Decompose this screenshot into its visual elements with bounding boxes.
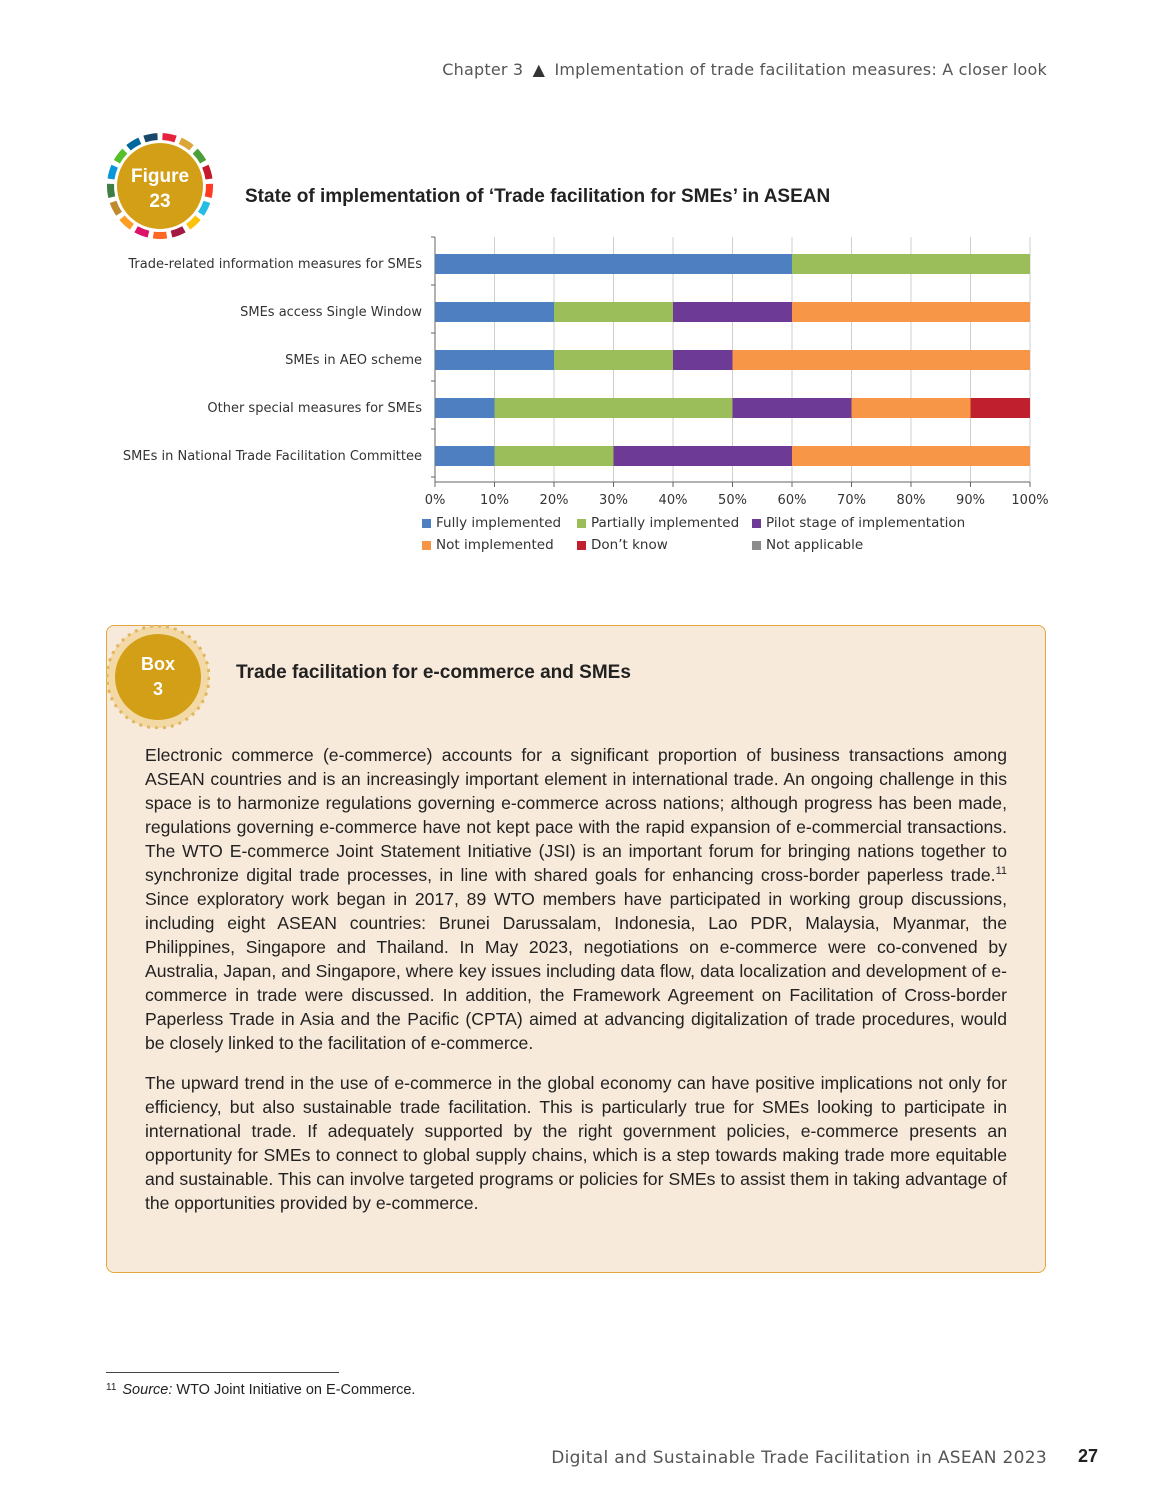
chart-bar-segment xyxy=(495,398,733,418)
legend-item xyxy=(422,537,577,553)
legend-label: Pilot stage of implementation xyxy=(766,515,966,531)
chart-bar-segment xyxy=(673,350,733,370)
chart-bar-segment xyxy=(733,350,1031,370)
chart-bar-segment xyxy=(435,302,554,322)
chart-x-tick-label: 30% xyxy=(599,493,628,508)
figure-badge-label: Figure xyxy=(130,166,190,187)
sdg-ring-segment xyxy=(143,133,157,142)
chart-bar-segment xyxy=(792,446,1030,466)
legend-swatch xyxy=(752,519,761,528)
figure-badge-number: 23 xyxy=(149,191,171,212)
triangle-separator-icon: ▲ xyxy=(532,60,546,79)
sdg-ring-segment xyxy=(107,184,115,198)
chart-x-tick-label: 60% xyxy=(777,493,807,508)
box-title: Trade facilitation for e-commerce and SMEs xyxy=(236,662,631,683)
chart-bar-segment xyxy=(435,398,495,418)
chart-category-label: Other special measures for SMEs xyxy=(207,401,422,416)
box-paragraph-2: The upward trend in the use of e-commerce in the global economy can have positive implications not only for efficiency, but also sustainable trade facilitation. This is particularly true for SMEs looking to participate in international trade. If adequately supported by the right government policies, e-commerce presents an opportunity for SMEs to connect to global supply chains, which is a step towards making trade more equitable and sustainable. This can involve targeted programs or policies for SMEs to assist them in taking advantage of the opportunities provided by e-commerce. xyxy=(145,1073,1007,1213)
chart-bar-segment xyxy=(614,446,793,466)
chart-bar-segment xyxy=(495,446,614,466)
box-paragraph-1 xyxy=(145,743,1007,1055)
legend-swatch xyxy=(577,519,586,528)
sdg-ring-segment xyxy=(205,184,213,198)
chart-x-tick-label: 100% xyxy=(1011,493,1049,508)
legend-item xyxy=(752,537,972,553)
legend-swatch xyxy=(577,541,586,550)
chart-category-label: SMEs in National Trade Facilitation Committee xyxy=(122,449,422,464)
chart-bar-segment xyxy=(554,350,673,370)
chart-bar-segment xyxy=(554,302,673,322)
legend-label: Don’t know xyxy=(591,537,668,553)
legend-item xyxy=(577,537,752,553)
box-badge-label: Box xyxy=(140,654,176,674)
chart-bar-segment xyxy=(792,302,1030,322)
chart-x-tick-label: 50% xyxy=(718,493,747,508)
chart-category-labels xyxy=(123,257,422,464)
chart-x-tick-label: 20% xyxy=(539,493,569,508)
chart-bar-segment xyxy=(852,398,971,418)
box-badge-number: 3 xyxy=(152,679,164,699)
chart-bar-segment xyxy=(733,398,852,418)
chart-category-label: SMEs access Single Window xyxy=(240,305,422,320)
box-paragraph-1-part-a: Electronic commerce (e-commerce) accounts for a significant proportion of business transactions among ASEAN countries and is an increasingly important element in international trade. An ongoing challenge in this space is to harmonize regulations governing e-commerce across nations; although progress has been made, regulations governing e-commerce have not kept pace with the rapid expansion of e-commercial transactions. The WTO E-commerce Joint Statement Initiative (JSI) is an important forum for bringing nations together to synchronize digital trade processes, in line with shared goals for enhancing cross-border paperless trade. xyxy=(145,745,1007,885)
box-body xyxy=(145,743,1007,1231)
chart-bar-segment xyxy=(435,446,495,466)
footer-title: Digital and Sustainable Trade Facilitation in ASEAN 2023 xyxy=(551,1448,1047,1468)
legend-label: Fully implemented xyxy=(436,515,562,531)
figure-badge xyxy=(106,132,214,240)
chapter-label: Chapter 3 xyxy=(442,60,524,79)
legend-item xyxy=(752,515,972,531)
chart-x-ticks xyxy=(425,493,1049,508)
legend-swatch xyxy=(422,541,431,550)
chart-x-tick-label: 70% xyxy=(837,493,866,508)
chart-category-label: Trade-related information measures for SMEs xyxy=(128,257,422,272)
chart-x-tick-label: 40% xyxy=(658,493,688,508)
chart-x-tick-label: 10% xyxy=(480,493,509,508)
section-title: Implementation of trade facilitation measures: A closer look xyxy=(554,60,1047,79)
chart-x-tick-label: 0% xyxy=(424,493,446,508)
legend-item xyxy=(422,515,577,531)
footnote-reference[interactable]: 11 xyxy=(995,865,1007,878)
chart-x-tick-label: 90% xyxy=(956,493,985,508)
chart-legend xyxy=(422,515,982,553)
legend-swatch xyxy=(752,541,761,550)
chart-bar-segment xyxy=(435,254,792,274)
box-paragraph-1-part-b: Since exploratory work began in 2017, 89 WTO members have participated in working group discussions, including eight ASEAN countries: Brunei Darussalam, Indonesia, Lao PDR, Malaysia, Myanmar, the Philippines, Singapore and Thailand. In May 2023, negotiations on e-commerce were co-convened by Australia, Japan, and Singapore, where key issues including data flow, data localization and development of e-commerce in trade were discussed. In addition, the Framework Agreement on Facilitation of Cross-border Paperless Trade in Asia and the Pacific (CPTA) aimed at advancing digitalization of trade procedures, would be closely linked to the facilitation of e-commerce. xyxy=(145,889,1007,1053)
footnote xyxy=(106,1382,415,1398)
legend-label: Not implemented xyxy=(436,537,554,553)
sdg-ring-segment xyxy=(202,165,212,180)
chart-bar-segment xyxy=(971,398,1031,418)
legend-label: Partially implemented xyxy=(591,515,740,531)
chart-bar-segment xyxy=(792,254,1030,274)
chart-category-label: SMEs in AEO scheme xyxy=(285,353,422,368)
footnote-text: WTO Joint Initiative on E-Commerce. xyxy=(172,1382,416,1398)
footnote-divider xyxy=(106,1372,339,1373)
sdg-ring-segment xyxy=(110,201,122,216)
legend-item xyxy=(577,515,752,531)
chart-bar-segment xyxy=(435,350,554,370)
sdg-ring-segment xyxy=(108,165,118,180)
page-number: 27 xyxy=(1077,1446,1098,1466)
box-badge xyxy=(106,625,210,729)
running-header xyxy=(442,60,1047,79)
chart-x-tick-label: 80% xyxy=(896,493,926,508)
sdg-ring-segment xyxy=(198,201,210,216)
legend-swatch xyxy=(422,519,431,528)
figure-title: State of implementation of ‘Trade facilitation for SMEs’ in ASEAN xyxy=(245,186,831,207)
legend-label: Not applicable xyxy=(766,537,864,553)
footnote-number: 11 xyxy=(106,1382,117,1393)
sdg-ring-segment xyxy=(162,133,176,142)
stacked-bar-chart xyxy=(100,232,1060,517)
chart-bar-segment xyxy=(673,302,792,322)
footnote-source-label: Source: xyxy=(122,1382,173,1398)
